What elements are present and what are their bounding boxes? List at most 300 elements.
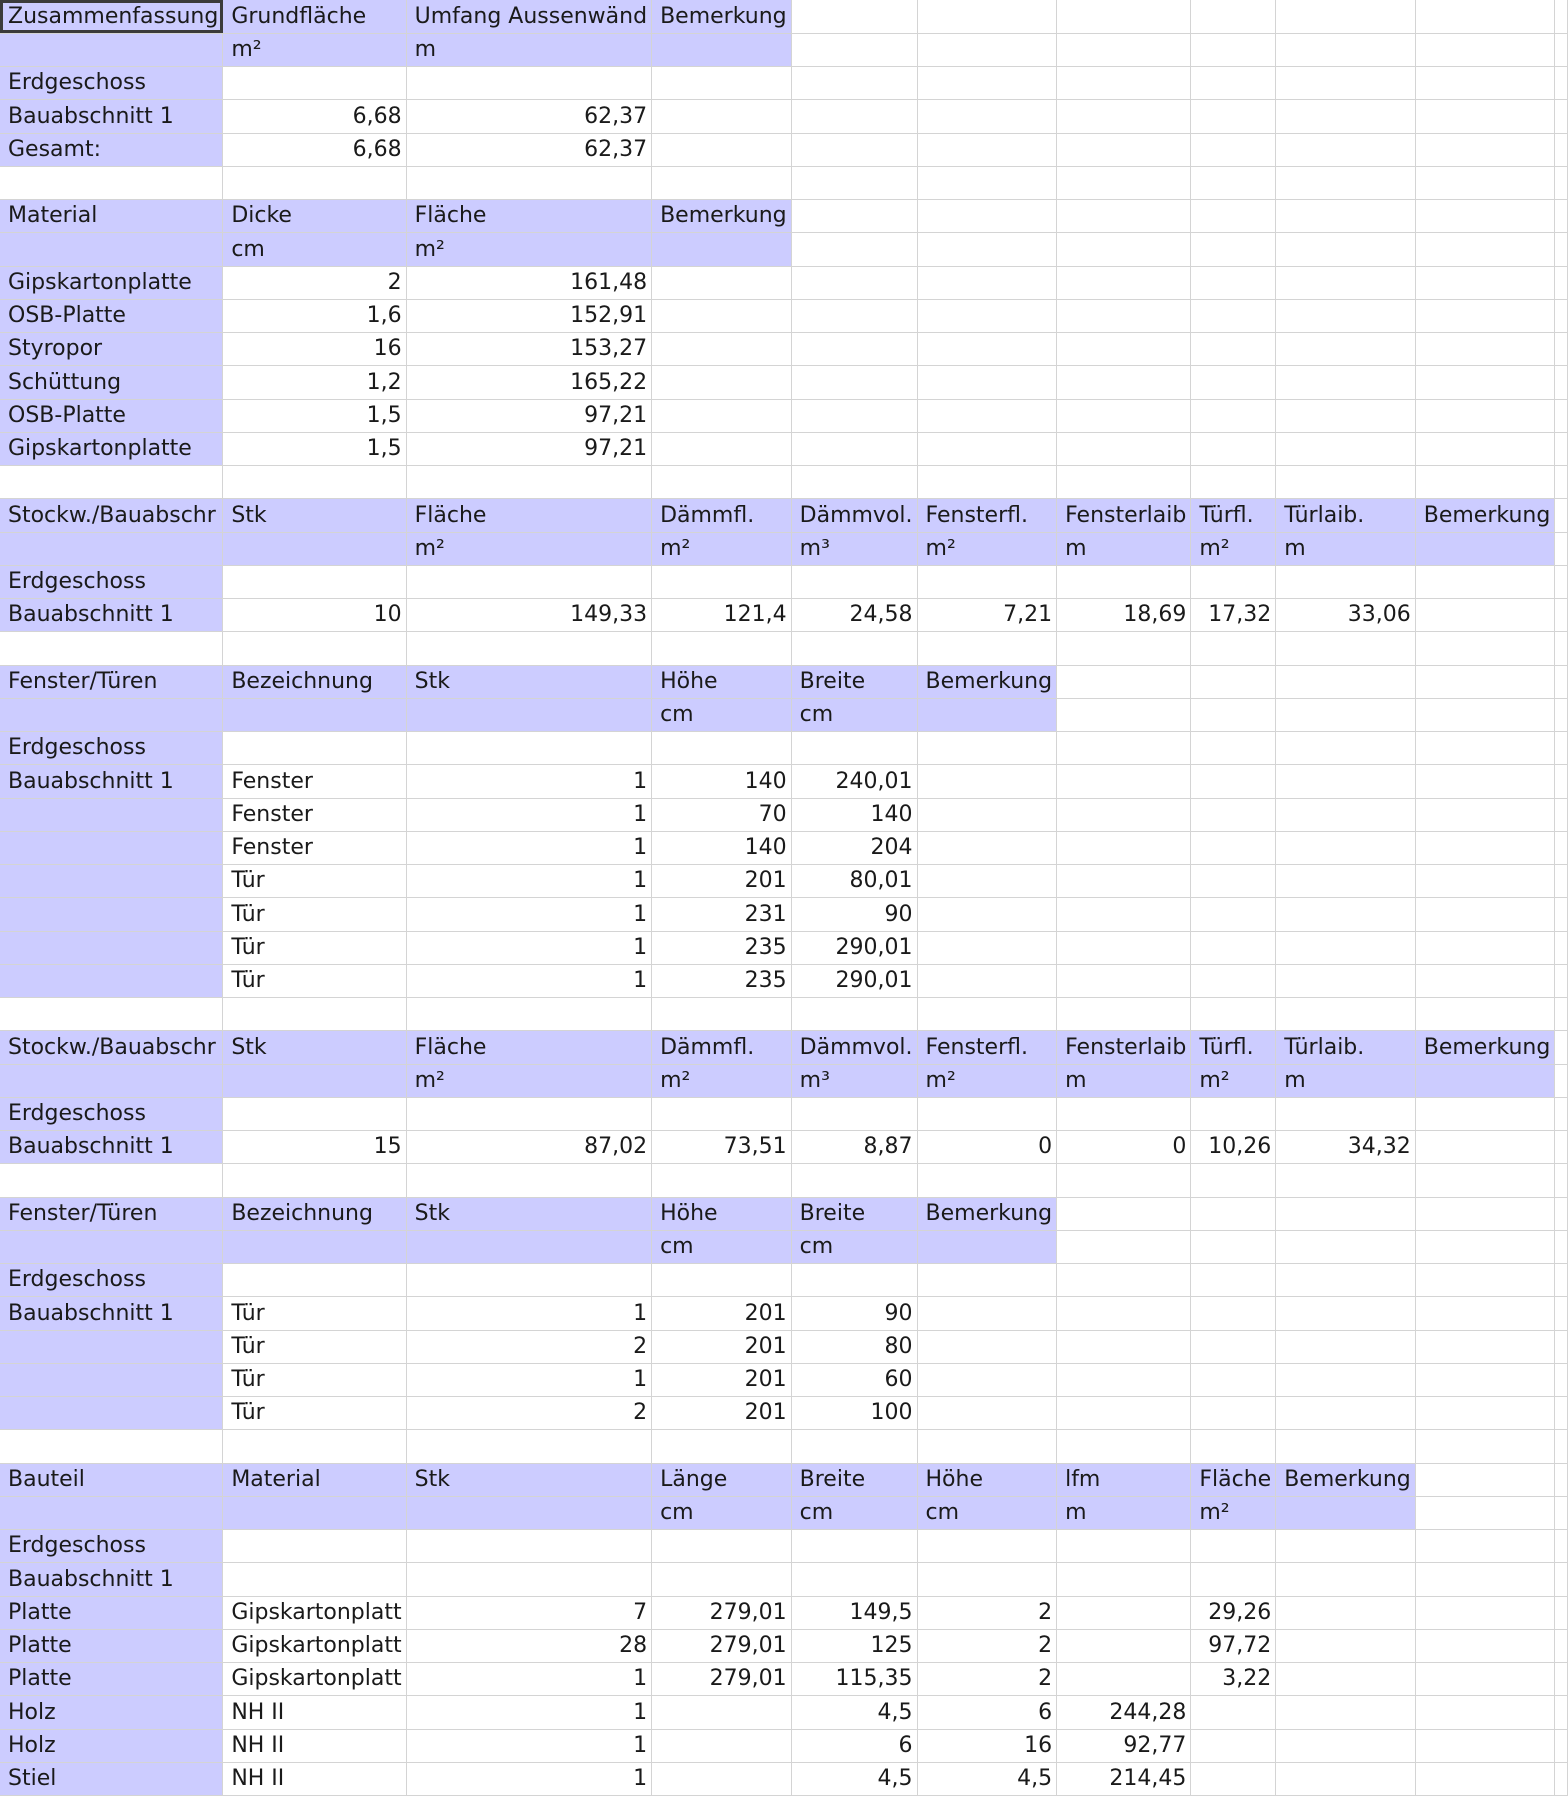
cell-j48[interactable] [1415, 1563, 1555, 1597]
cell-b51[interactable]: Gipskartonplatt [223, 1663, 406, 1696]
cell-j40[interactable] [1415, 1297, 1555, 1331]
cell-j19[interactable] [1415, 599, 1555, 632]
cell-d47[interactable] [652, 1530, 792, 1563]
cell-a33[interactable] [0, 1064, 223, 1097]
cell-g40[interactable] [1057, 1297, 1191, 1331]
cell-g33[interactable]: m [1057, 1064, 1191, 1097]
cell-f10[interactable] [917, 299, 1057, 333]
cell-i44[interactable] [1276, 1430, 1416, 1464]
cell-i18[interactable] [1276, 565, 1416, 599]
cell-e1[interactable] [791, 0, 917, 33]
cell-f12[interactable] [917, 366, 1057, 400]
cell-k48[interactable] [1555, 1563, 1568, 1597]
cell-a42[interactable] [0, 1363, 223, 1397]
cell-a31[interactable] [0, 998, 223, 1031]
cell-a36[interactable] [0, 1164, 223, 1198]
cell-g15[interactable] [1057, 466, 1191, 499]
cell-g11[interactable] [1057, 333, 1191, 366]
cell-f5[interactable] [917, 133, 1057, 166]
cell-a5[interactable]: Gesamt: [0, 133, 223, 166]
cell-f29[interactable] [917, 931, 1057, 964]
cell-a49[interactable]: Platte [0, 1596, 223, 1629]
cell-e41[interactable]: 80 [791, 1330, 917, 1363]
cell-d9[interactable] [652, 266, 792, 299]
cell-f48[interactable] [917, 1563, 1057, 1597]
cell-a8[interactable] [0, 233, 223, 267]
cell-e20[interactable] [791, 632, 917, 666]
cell-i9[interactable] [1276, 266, 1416, 299]
cell-g42[interactable] [1057, 1363, 1191, 1397]
cell-k10[interactable] [1555, 299, 1568, 333]
cell-h36[interactable] [1191, 1164, 1276, 1198]
cell-k34[interactable] [1555, 1097, 1568, 1131]
cell-f20[interactable] [917, 632, 1057, 666]
cell-f18[interactable] [917, 565, 1057, 599]
cell-i33[interactable]: m [1276, 1064, 1416, 1097]
cell-c36[interactable] [406, 1164, 651, 1198]
cell-f30[interactable] [917, 964, 1057, 998]
cell-b39[interactable] [223, 1264, 406, 1297]
cell-e10[interactable] [791, 299, 917, 333]
cell-a48[interactable]: Bauabschnitt 1 [0, 1563, 223, 1597]
cell-h50[interactable]: 97,72 [1191, 1629, 1276, 1663]
cell-g9[interactable] [1057, 266, 1191, 299]
cell-a16[interactable]: Stockw./Bauabschr [0, 499, 223, 533]
cell-b28[interactable]: Tür [223, 898, 406, 932]
cell-g26[interactable] [1057, 831, 1191, 865]
cell-j38[interactable] [1415, 1230, 1555, 1264]
cell-d50[interactable]: 279,01 [652, 1629, 792, 1663]
cell-c45[interactable]: Stk [406, 1463, 651, 1496]
cell-k17[interactable] [1555, 532, 1568, 565]
cell-i24[interactable] [1276, 765, 1416, 799]
cell-a20[interactable] [0, 632, 223, 666]
cell-d21[interactable]: Höhe [652, 665, 792, 698]
cell-c43[interactable]: 2 [406, 1397, 651, 1430]
cell-e45[interactable]: Breite [791, 1463, 917, 1496]
cell-i39[interactable] [1276, 1264, 1416, 1297]
cell-e6[interactable] [791, 166, 917, 200]
cell-k30[interactable] [1555, 964, 1568, 998]
cell-c34[interactable] [406, 1097, 651, 1131]
cell-k2[interactable] [1555, 33, 1568, 67]
cell-e34[interactable] [791, 1097, 917, 1131]
cell-k18[interactable] [1555, 565, 1568, 599]
cell-f37[interactable]: Bemerkung [917, 1197, 1057, 1230]
cell-c48[interactable] [406, 1563, 651, 1597]
cell-a41[interactable] [0, 1330, 223, 1363]
cell-j18[interactable] [1415, 565, 1555, 599]
cell-j51[interactable] [1415, 1663, 1555, 1696]
cell-i6[interactable] [1276, 166, 1416, 200]
cell-h19[interactable]: 17,32 [1191, 599, 1276, 632]
cell-h20[interactable] [1191, 632, 1276, 666]
cell-j7[interactable] [1415, 200, 1555, 233]
cell-k50[interactable] [1555, 1629, 1568, 1663]
cell-b32[interactable]: Stk [223, 1031, 406, 1065]
cell-g43[interactable] [1057, 1397, 1191, 1430]
cell-i2[interactable] [1276, 33, 1416, 67]
cell-c26[interactable]: 1 [406, 831, 651, 865]
cell-i48[interactable] [1276, 1563, 1416, 1597]
cell-a2[interactable] [0, 33, 223, 67]
cell-e38[interactable]: cm [791, 1230, 917, 1264]
cell-d41[interactable]: 201 [652, 1330, 792, 1363]
cell-k47[interactable] [1555, 1530, 1568, 1563]
cell-f47[interactable] [917, 1530, 1057, 1563]
cell-d3[interactable] [652, 67, 792, 100]
cell-c21[interactable]: Stk [406, 665, 651, 698]
cell-e4[interactable] [791, 100, 917, 134]
cell-a50[interactable]: Platte [0, 1629, 223, 1663]
cell-h46[interactable]: m² [1191, 1496, 1276, 1530]
cell-i49[interactable] [1276, 1596, 1416, 1629]
cell-c50[interactable]: 28 [406, 1629, 651, 1663]
cell-f23[interactable] [917, 732, 1057, 765]
cell-d34[interactable] [652, 1097, 792, 1131]
cell-j15[interactable] [1415, 466, 1555, 499]
cell-i32[interactable]: Türlaib. [1276, 1031, 1416, 1065]
cell-f42[interactable] [917, 1363, 1057, 1397]
cell-k33[interactable] [1555, 1064, 1568, 1097]
cell-b2[interactable]: m² [223, 33, 406, 67]
cell-b3[interactable] [223, 67, 406, 100]
cell-f49[interactable]: 2 [917, 1596, 1057, 1629]
cell-e7[interactable] [791, 200, 917, 233]
cell-i14[interactable] [1276, 432, 1416, 466]
cell-b11[interactable]: 16 [223, 333, 406, 366]
cell-e18[interactable] [791, 565, 917, 599]
cell-j37[interactable] [1415, 1197, 1555, 1230]
cell-e19[interactable]: 24,58 [791, 599, 917, 632]
cell-j16[interactable]: Bemerkung [1415, 499, 1555, 533]
cell-d1[interactable]: Bemerkung [652, 0, 792, 33]
cell-a23[interactable]: Erdgeschoss [0, 732, 223, 765]
cell-k15[interactable] [1555, 466, 1568, 499]
cell-g25[interactable] [1057, 798, 1191, 831]
cell-k44[interactable] [1555, 1430, 1568, 1464]
cell-c12[interactable]: 165,22 [406, 366, 651, 400]
cell-f13[interactable] [917, 399, 1057, 432]
cell-a22[interactable] [0, 698, 223, 732]
cell-f15[interactable] [917, 466, 1057, 499]
cell-h15[interactable] [1191, 466, 1276, 499]
cell-b33[interactable] [223, 1064, 406, 1097]
cell-e14[interactable] [791, 432, 917, 466]
cell-k25[interactable] [1555, 798, 1568, 831]
cell-e23[interactable] [791, 732, 917, 765]
cell-g41[interactable] [1057, 1330, 1191, 1363]
cell-d14[interactable] [652, 432, 792, 466]
cell-d48[interactable] [652, 1563, 792, 1597]
cell-k39[interactable] [1555, 1264, 1568, 1297]
cell-b20[interactable] [223, 632, 406, 666]
cell-i22[interactable] [1276, 698, 1416, 732]
cell-d33[interactable]: m² [652, 1064, 792, 1097]
cell-b12[interactable]: 1,2 [223, 366, 406, 400]
cell-h21[interactable] [1191, 665, 1276, 698]
cell-h16[interactable]: Türfl. [1191, 499, 1276, 533]
cell-g46[interactable]: m [1057, 1496, 1191, 1530]
cell-a25[interactable] [0, 798, 223, 831]
cell-f7[interactable] [917, 200, 1057, 233]
cell-i3[interactable] [1276, 67, 1416, 100]
cell-b53[interactable]: NH II [223, 1729, 406, 1762]
cell-c32[interactable]: Fläche [406, 1031, 651, 1065]
cell-a38[interactable] [0, 1230, 223, 1264]
cell-f41[interactable] [917, 1330, 1057, 1363]
cell-h42[interactable] [1191, 1363, 1276, 1397]
cell-c31[interactable] [406, 998, 651, 1031]
cell-g6[interactable] [1057, 166, 1191, 200]
cell-g44[interactable] [1057, 1430, 1191, 1464]
cell-i15[interactable] [1276, 466, 1416, 499]
cell-c13[interactable]: 97,21 [406, 399, 651, 432]
cell-f1[interactable] [917, 0, 1057, 33]
cell-f31[interactable] [917, 998, 1057, 1031]
cell-i34[interactable] [1276, 1097, 1416, 1131]
cell-h2[interactable] [1191, 33, 1276, 67]
cell-b17[interactable] [223, 532, 406, 565]
cell-c47[interactable] [406, 1530, 651, 1563]
cell-b52[interactable]: NH II [223, 1696, 406, 1730]
cell-f34[interactable] [917, 1097, 1057, 1131]
cell-g29[interactable] [1057, 931, 1191, 964]
cell-b44[interactable] [223, 1430, 406, 1464]
cell-k51[interactable] [1555, 1663, 1568, 1696]
cell-j24[interactable] [1415, 765, 1555, 799]
cell-j32[interactable]: Bemerkung [1415, 1031, 1555, 1065]
cell-d53[interactable] [652, 1729, 792, 1762]
cell-k27[interactable] [1555, 865, 1568, 898]
cell-j41[interactable] [1415, 1330, 1555, 1363]
cell-g7[interactable] [1057, 200, 1191, 233]
cell-k4[interactable] [1555, 100, 1568, 134]
cell-k6[interactable] [1555, 166, 1568, 200]
cell-c5[interactable]: 62,37 [406, 133, 651, 166]
cell-h17[interactable]: m² [1191, 532, 1276, 565]
cell-a44[interactable] [0, 1430, 223, 1464]
cell-c52[interactable]: 1 [406, 1696, 651, 1730]
cell-f32[interactable]: Fensterfl. [917, 1031, 1057, 1065]
cell-g37[interactable] [1057, 1197, 1191, 1230]
cell-c20[interactable] [406, 632, 651, 666]
cell-h41[interactable] [1191, 1330, 1276, 1363]
cell-f8[interactable] [917, 233, 1057, 267]
cell-b40[interactable]: Tür [223, 1297, 406, 1331]
cell-h45[interactable]: Fläche [1191, 1463, 1276, 1496]
cell-d16[interactable]: Dämmfl. [652, 499, 792, 533]
cell-i11[interactable] [1276, 333, 1416, 366]
cell-b13[interactable]: 1,5 [223, 399, 406, 432]
cell-b38[interactable] [223, 1230, 406, 1264]
cell-i1[interactable] [1276, 0, 1416, 33]
cell-b14[interactable]: 1,5 [223, 432, 406, 466]
cell-d29[interactable]: 235 [652, 931, 792, 964]
cell-i16[interactable]: Türlaib. [1276, 499, 1416, 533]
cell-f25[interactable] [917, 798, 1057, 831]
cell-e17[interactable]: m³ [791, 532, 917, 565]
cell-k5[interactable] [1555, 133, 1568, 166]
cell-h44[interactable] [1191, 1430, 1276, 1464]
cell-k37[interactable] [1555, 1197, 1568, 1230]
cell-c29[interactable]: 1 [406, 931, 651, 964]
cell-k9[interactable] [1555, 266, 1568, 299]
cell-a32[interactable]: Stockw./Bauabschr [0, 1031, 223, 1065]
cell-a40[interactable]: Bauabschnitt 1 [0, 1297, 223, 1331]
cell-e53[interactable]: 6 [791, 1729, 917, 1762]
cell-d5[interactable] [652, 133, 792, 166]
cell-d38[interactable]: cm [652, 1230, 792, 1264]
cell-i27[interactable] [1276, 865, 1416, 898]
cell-f3[interactable] [917, 67, 1057, 100]
cell-i47[interactable] [1276, 1530, 1416, 1563]
cell-i26[interactable] [1276, 831, 1416, 865]
cell-k8[interactable] [1555, 233, 1568, 267]
cell-g48[interactable] [1057, 1563, 1191, 1597]
cell-h38[interactable] [1191, 1230, 1276, 1264]
cell-f22[interactable] [917, 698, 1057, 732]
cell-j4[interactable] [1415, 100, 1555, 134]
cell-a45[interactable]: Bauteil [0, 1463, 223, 1496]
cell-c46[interactable] [406, 1496, 651, 1530]
cell-k14[interactable] [1555, 432, 1568, 466]
cell-b19[interactable]: 10 [223, 599, 406, 632]
cell-k45[interactable] [1555, 1463, 1568, 1496]
cell-a12[interactable]: Schüttung [0, 366, 223, 400]
cell-f21[interactable]: Bemerkung [917, 665, 1057, 698]
cell-d44[interactable] [652, 1430, 792, 1464]
cell-e43[interactable]: 100 [791, 1397, 917, 1430]
cell-f11[interactable] [917, 333, 1057, 366]
cell-a34[interactable]: Erdgeschoss [0, 1097, 223, 1131]
cell-i25[interactable] [1276, 798, 1416, 831]
cell-a13[interactable]: OSB-Platte [0, 399, 223, 432]
cell-g38[interactable] [1057, 1230, 1191, 1264]
cell-i12[interactable] [1276, 366, 1416, 400]
cell-a14[interactable]: Gipskartonplatte [0, 432, 223, 466]
cell-a15[interactable] [0, 466, 223, 499]
cell-c25[interactable]: 1 [406, 798, 651, 831]
cell-b37[interactable]: Bezeichnung [223, 1197, 406, 1230]
cell-d8[interactable] [652, 233, 792, 267]
cell-k36[interactable] [1555, 1164, 1568, 1198]
cell-d43[interactable]: 201 [652, 1397, 792, 1430]
cell-i29[interactable] [1276, 931, 1416, 964]
cell-k31[interactable] [1555, 998, 1568, 1031]
cell-d30[interactable]: 235 [652, 964, 792, 998]
cell-e47[interactable] [791, 1530, 917, 1563]
cell-a3[interactable]: Erdgeschoss [0, 67, 223, 100]
cell-j30[interactable] [1415, 964, 1555, 998]
cell-g10[interactable] [1057, 299, 1191, 333]
cell-a10[interactable]: OSB-Platte [0, 299, 223, 333]
cell-f16[interactable]: Fensterfl. [917, 499, 1057, 533]
cell-i23[interactable] [1276, 732, 1416, 765]
cell-d6[interactable] [652, 166, 792, 200]
cell-a19[interactable]: Bauabschnitt 1 [0, 599, 223, 632]
cell-c35[interactable]: 87,02 [406, 1131, 651, 1164]
cell-e3[interactable] [791, 67, 917, 100]
cell-f43[interactable] [917, 1397, 1057, 1430]
cell-j47[interactable] [1415, 1530, 1555, 1563]
cell-j13[interactable] [1415, 399, 1555, 432]
cell-k32[interactable] [1555, 1031, 1568, 1065]
cell-d17[interactable]: m² [652, 532, 792, 565]
cell-j3[interactable] [1415, 67, 1555, 100]
cell-k26[interactable] [1555, 831, 1568, 865]
cell-e11[interactable] [791, 333, 917, 366]
cell-a47[interactable]: Erdgeschoss [0, 1530, 223, 1563]
cell-h29[interactable] [1191, 931, 1276, 964]
cell-g23[interactable] [1057, 732, 1191, 765]
cell-i38[interactable] [1276, 1230, 1416, 1264]
cell-k38[interactable] [1555, 1230, 1568, 1264]
cell-j27[interactable] [1415, 865, 1555, 898]
cell-h35[interactable]: 10,26 [1191, 1131, 1276, 1164]
cell-d24[interactable]: 140 [652, 765, 792, 799]
cell-i4[interactable] [1276, 100, 1416, 134]
cell-b34[interactable] [223, 1097, 406, 1131]
cell-j2[interactable] [1415, 33, 1555, 67]
cell-j39[interactable] [1415, 1264, 1555, 1297]
cell-h11[interactable] [1191, 333, 1276, 366]
cell-i42[interactable] [1276, 1363, 1416, 1397]
cell-d4[interactable] [652, 100, 792, 134]
cell-f2[interactable] [917, 33, 1057, 67]
cell-k41[interactable] [1555, 1330, 1568, 1363]
cell-b7[interactable]: Dicke [223, 200, 406, 233]
cell-c4[interactable]: 62,37 [406, 100, 651, 134]
cell-g53[interactable]: 92,77 [1057, 1729, 1191, 1762]
cell-h33[interactable]: m² [1191, 1064, 1276, 1097]
cell-b5[interactable]: 6,68 [223, 133, 406, 166]
cell-f44[interactable] [917, 1430, 1057, 1464]
cell-c42[interactable]: 1 [406, 1363, 651, 1397]
cell-b15[interactable] [223, 466, 406, 499]
cell-b18[interactable] [223, 565, 406, 599]
cell-k28[interactable] [1555, 898, 1568, 932]
cell-d54[interactable] [652, 1762, 792, 1796]
cell-j33[interactable] [1415, 1064, 1555, 1097]
cell-b48[interactable] [223, 1563, 406, 1597]
cell-j43[interactable] [1415, 1397, 1555, 1430]
cell-c51[interactable]: 1 [406, 1663, 651, 1696]
cell-g19[interactable]: 18,69 [1057, 599, 1191, 632]
cell-h7[interactable] [1191, 200, 1276, 233]
cell-k23[interactable] [1555, 732, 1568, 765]
cell-c53[interactable]: 1 [406, 1729, 651, 1762]
cell-k11[interactable] [1555, 333, 1568, 366]
cell-f28[interactable] [917, 898, 1057, 932]
cell-b46[interactable] [223, 1496, 406, 1530]
cell-d49[interactable]: 279,01 [652, 1596, 792, 1629]
cell-g51[interactable] [1057, 1663, 1191, 1696]
cell-e51[interactable]: 115,35 [791, 1663, 917, 1696]
cell-h9[interactable] [1191, 266, 1276, 299]
cell-e33[interactable]: m³ [791, 1064, 917, 1097]
cell-g20[interactable] [1057, 632, 1191, 666]
cell-a51[interactable]: Platte [0, 1663, 223, 1696]
cell-g18[interactable] [1057, 565, 1191, 599]
cell-d18[interactable] [652, 565, 792, 599]
cell-h39[interactable] [1191, 1264, 1276, 1297]
cell-h47[interactable] [1191, 1530, 1276, 1563]
cell-b21[interactable]: Bezeichnung [223, 665, 406, 698]
cell-j17[interactable] [1415, 532, 1555, 565]
cell-b54[interactable]: NH II [223, 1762, 406, 1796]
cell-j45[interactable] [1415, 1463, 1555, 1496]
